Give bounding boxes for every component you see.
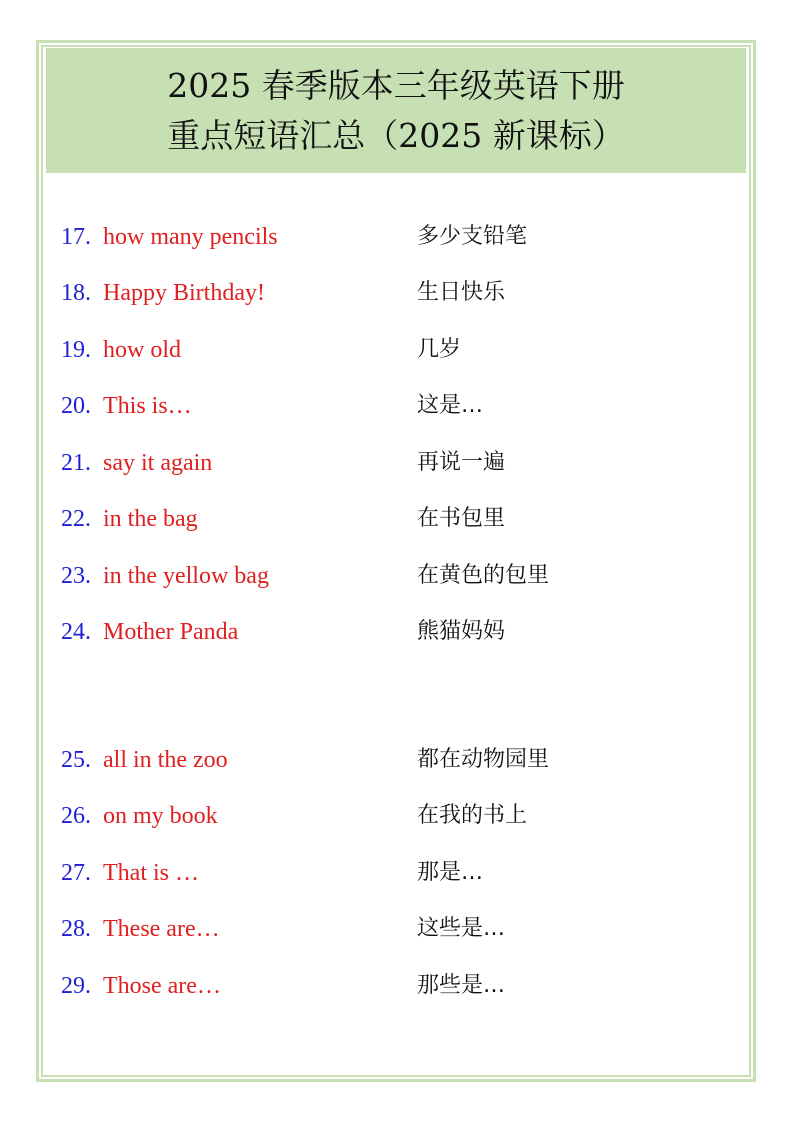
phrase-chinese: 那是… xyxy=(417,860,484,885)
phrase-english: on my book xyxy=(103,803,218,829)
title-line-2: 重点短语汇总（2025 新课标） xyxy=(167,115,625,155)
phrase-number: 22. xyxy=(61,506,91,532)
phrase-english: Those are… xyxy=(103,973,221,999)
phrase-english: in the yellow bag xyxy=(103,563,269,589)
phrase-row xyxy=(0,856,793,890)
phrase-chinese: 在书包里 xyxy=(417,506,506,531)
phrase-english: These are… xyxy=(103,916,220,942)
phrase-english: how old xyxy=(103,337,181,363)
phrase-english: in the bag xyxy=(103,506,198,532)
phrase-number: 18. xyxy=(61,280,91,306)
phrase-row xyxy=(0,446,793,480)
phrase-row xyxy=(0,333,793,367)
phrase-row xyxy=(0,559,793,593)
phrase-row xyxy=(0,615,793,649)
phrase-english: Happy Birthday! xyxy=(103,280,265,306)
phrase-chinese: 这是… xyxy=(417,393,484,418)
phrase-chinese: 那些是… xyxy=(417,973,506,998)
phrase-chinese: 在黄色的包里 xyxy=(417,563,550,588)
phrase-chinese: 在我的书上 xyxy=(417,803,528,828)
phrase-number: 17. xyxy=(61,224,91,250)
phrase-english: all in the zoo xyxy=(103,747,228,773)
phrase-english: This is… xyxy=(103,393,192,419)
phrase-row xyxy=(0,912,793,946)
phrase-row xyxy=(0,389,793,423)
phrase-row xyxy=(0,220,793,254)
title-line-1: 2025 春季版本三年级英语下册 xyxy=(167,65,625,105)
phrase-number: 23. xyxy=(61,563,91,589)
phrase-chinese: 生日快乐 xyxy=(417,280,506,305)
phrase-chinese: 多少支铅笔 xyxy=(417,224,528,249)
phrase-number: 27. xyxy=(61,860,91,886)
phrase-english: Mother Panda xyxy=(103,619,239,645)
phrase-row xyxy=(0,276,793,310)
phrase-number: 20. xyxy=(61,393,91,419)
phrase-number: 19. xyxy=(61,337,91,363)
phrase-chinese: 熊猫妈妈 xyxy=(417,619,506,644)
phrase-number: 21. xyxy=(61,450,91,476)
phrase-row xyxy=(0,743,793,777)
phrase-number: 25. xyxy=(61,747,91,773)
phrase-number: 29. xyxy=(61,973,91,999)
phrase-row xyxy=(0,502,793,536)
phrase-row xyxy=(0,969,793,1003)
phrase-chinese: 这些是… xyxy=(417,916,506,941)
phrase-chinese: 几岁 xyxy=(417,337,462,362)
phrase-english: That is … xyxy=(103,860,199,886)
phrase-english: say it again xyxy=(103,450,213,476)
phrase-number: 28. xyxy=(61,916,91,942)
phrase-number: 24. xyxy=(61,619,91,645)
title-band xyxy=(46,48,746,173)
phrase-chinese: 再说一遍 xyxy=(417,450,506,475)
phrase-chinese: 都在动物园里 xyxy=(417,747,550,772)
phrase-row xyxy=(0,799,793,833)
phrase-number: 26. xyxy=(61,803,91,829)
phrase-english: how many pencils xyxy=(103,224,278,250)
